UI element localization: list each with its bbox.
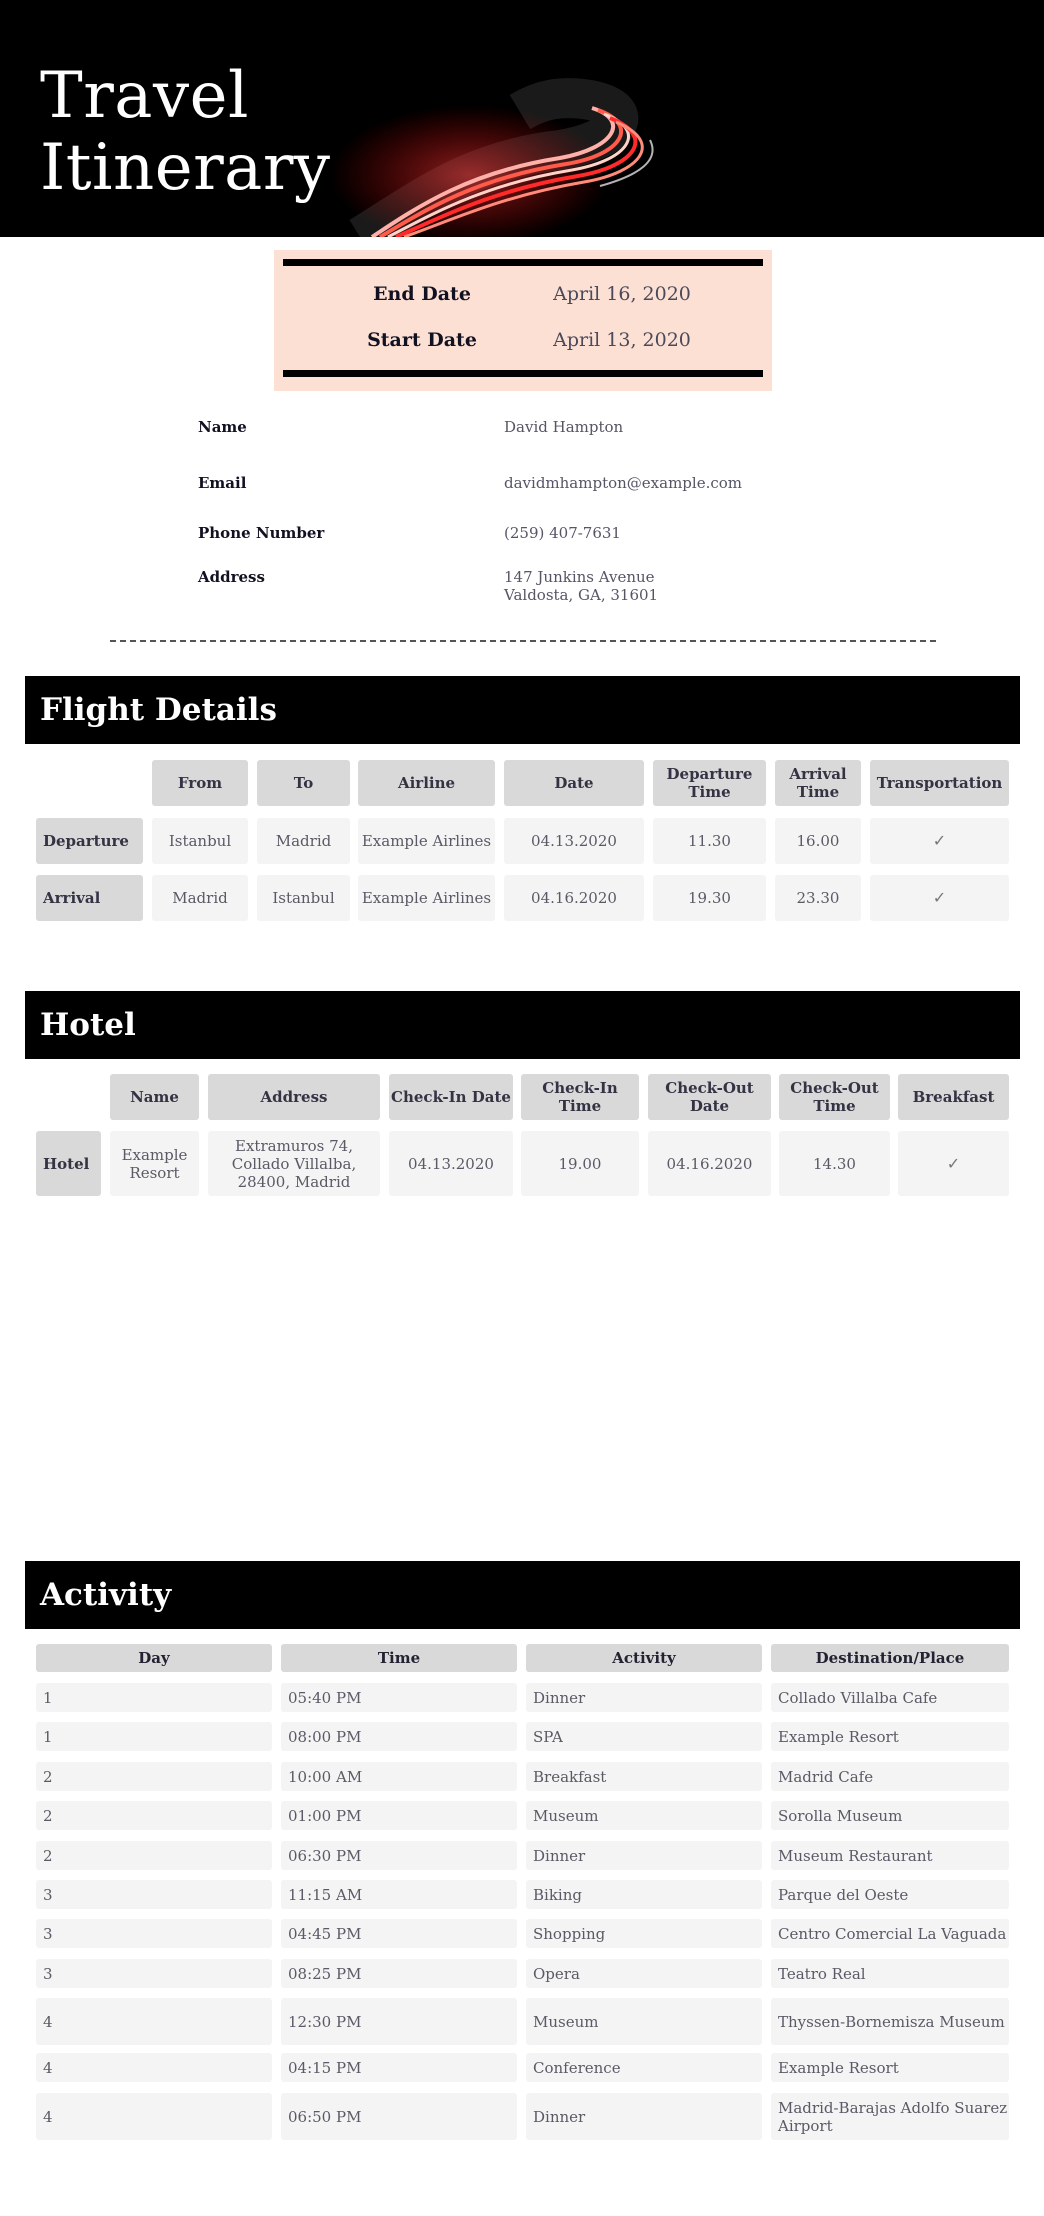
phone-label: Phone Number <box>198 524 325 542</box>
hotel-col-check-out-time: Check-Out Time <box>779 1074 890 1120</box>
activity-name: Opera <box>526 1959 762 1988</box>
flight-col-date: Date <box>504 760 644 806</box>
activity-day: 1 <box>36 1722 272 1751</box>
title-line-2: Itinerary <box>40 131 331 205</box>
hotel-col-address: Address <box>208 1074 380 1120</box>
activity-day: 2 <box>36 1762 272 1791</box>
activity-destination: Parque del Oeste <box>771 1880 1009 1909</box>
checkmark-icon: ✓ <box>870 818 1009 864</box>
dashed-divider <box>110 640 936 642</box>
trip-dates-panel <box>274 250 772 391</box>
activity-col-time: Time <box>281 1644 517 1672</box>
activity-day: 3 <box>36 1919 272 1948</box>
hotel-col-name: Name <box>110 1074 199 1120</box>
hotel-header: Hotel <box>25 991 1020 1059</box>
activity-name: Dinner <box>526 1841 762 1870</box>
activity-time: 01:00 PM <box>281 1801 517 1830</box>
start-date-value: April 13, 2020 <box>553 329 691 351</box>
activity-destination: Teatro Real <box>771 1959 1009 1988</box>
hotel-address-value: Extramuros 74, Collado Villalba, 28400, Madrid <box>208 1131 380 1196</box>
flight-departure-to: Madrid <box>257 818 350 864</box>
activity-destination: Sorolla Museum <box>771 1801 1009 1830</box>
flight-departure-date: 04.13.2020 <box>504 818 644 864</box>
activity-time: 04:45 PM <box>281 1919 517 1948</box>
flight-col-to: To <box>257 760 350 806</box>
hotel-col-check-in-time: Check-In Time <box>521 1074 639 1120</box>
flight-departure-from: Istanbul <box>152 818 248 864</box>
activity-name: Biking <box>526 1880 762 1909</box>
end-date-value: April 16, 2020 <box>553 283 691 305</box>
hotel-col-check-out-date: Check-Out Date <box>648 1074 771 1120</box>
activity-name: Dinner <box>526 1683 762 1712</box>
hotel-row-label: Hotel <box>36 1131 101 1196</box>
name-label: Name <box>198 418 247 436</box>
flight-arrival-departure-time: 19.30 <box>653 875 766 921</box>
activity-time: 06:30 PM <box>281 1841 517 1870</box>
name-value: David Hampton <box>504 418 624 436</box>
start-date-label: Start Date <box>367 329 477 351</box>
activity-col-day: Day <box>36 1644 272 1672</box>
activity-col-destination: Destination/Place <box>771 1644 1009 1672</box>
activity-name: Conference <box>526 2053 762 2082</box>
activity-destination: Madrid-Barajas Adolfo Suarez Airport <box>771 2093 1009 2140</box>
flight-col-airline: Airline <box>358 760 495 806</box>
activity-day: 1 <box>36 1683 272 1712</box>
flight-row-departure-label: Departure <box>36 818 143 864</box>
title-line-1: Travel <box>40 59 249 133</box>
phone-value: (259) 407-7631 <box>504 524 621 542</box>
activity-day: 4 <box>36 1998 272 2045</box>
activity-header: Activity <box>25 1561 1020 1629</box>
flight-arrival-arrival-time: 23.30 <box>775 875 861 921</box>
flight-arrival-from: Madrid <box>152 875 248 921</box>
page-title <box>40 60 331 204</box>
activity-day: 2 <box>36 1841 272 1870</box>
activity-time: 08:00 PM <box>281 1722 517 1751</box>
activity-name: Dinner <box>526 2093 762 2140</box>
flight-col-departure-time: Departure Time <box>653 760 766 806</box>
checkmark-icon: ✓ <box>870 875 1009 921</box>
activity-name: SPA <box>526 1722 762 1751</box>
flight-details-header: Flight Details <box>25 676 1020 744</box>
flight-col-from: From <box>152 760 248 806</box>
flight-col-arrival-time: Arrival Time <box>775 760 861 806</box>
activity-destination: Thyssen-Bornemisza Museum <box>771 1998 1009 2045</box>
activity-col-activity: Activity <box>526 1644 762 1672</box>
activity-destination: Centro Comercial La Vaguada <box>771 1919 1009 1948</box>
activity-destination: Museum Restaurant <box>771 1841 1009 1870</box>
flight-departure-arrival-time: 16.00 <box>775 818 861 864</box>
address-label: Address <box>198 568 265 586</box>
hotel-check-out-time-value: 14.30 <box>779 1131 890 1196</box>
activity-time: 11:15 AM <box>281 1880 517 1909</box>
activity-day: 4 <box>36 2053 272 2082</box>
hotel-check-in-time-value: 19.00 <box>521 1131 639 1196</box>
activity-time: 06:50 PM <box>281 2093 517 2140</box>
address-line-2: Valdosta, GA, 31601 <box>504 586 659 604</box>
flight-arrival-airline: Example Airlines <box>358 875 495 921</box>
email-label: Email <box>198 474 247 492</box>
address-value <box>504 568 658 604</box>
address-line-1: 147 Junkins Avenue <box>504 568 655 586</box>
activity-name: Shopping <box>526 1919 762 1948</box>
activity-time: 10:00 AM <box>281 1762 517 1791</box>
hotel-col-check-in-date: Check-In Date <box>389 1074 513 1120</box>
activity-destination: Example Resort <box>771 1722 1009 1751</box>
flight-departure-departure-time: 11.30 <box>653 818 766 864</box>
activity-destination: Collado Villalba Cafe <box>771 1683 1009 1712</box>
hotel-check-in-date-value: 04.13.2020 <box>389 1131 513 1196</box>
activity-time: 04:15 PM <box>281 2053 517 2082</box>
activity-destination: Madrid Cafe <box>771 1762 1009 1791</box>
hotel-check-out-date-value: 04.16.2020 <box>648 1131 771 1196</box>
flight-arrival-date: 04.16.2020 <box>504 875 644 921</box>
activity-time: 05:40 PM <box>281 1683 517 1712</box>
activity-destination: Example Resort <box>771 2053 1009 2082</box>
activity-name: Museum <box>526 1998 762 2045</box>
email-value: davidmhampton@example.com <box>504 474 742 492</box>
activity-time: 08:25 PM <box>281 1959 517 1988</box>
checkmark-icon: ✓ <box>898 1131 1009 1196</box>
end-date-label: End Date <box>373 283 471 305</box>
activity-day: 3 <box>36 1959 272 1988</box>
hotel-name-value: Example Resort <box>110 1131 199 1196</box>
flight-arrival-to: Istanbul <box>257 875 350 921</box>
divider-bottom <box>283 370 763 377</box>
hero-banner <box>0 0 1044 237</box>
activity-time: 12:30 PM <box>281 1998 517 2045</box>
activity-day: 4 <box>36 2093 272 2140</box>
hotel-col-breakfast: Breakfast <box>898 1074 1009 1120</box>
activity-day: 3 <box>36 1880 272 1909</box>
divider-top <box>283 259 763 266</box>
flight-col-transportation: Transportation <box>870 760 1009 806</box>
activity-day: 2 <box>36 1801 272 1830</box>
activity-name: Museum <box>526 1801 762 1830</box>
flight-row-arrival-label: Arrival <box>36 875 143 921</box>
activity-name: Breakfast <box>526 1762 762 1791</box>
flight-departure-airline: Example Airlines <box>358 818 495 864</box>
